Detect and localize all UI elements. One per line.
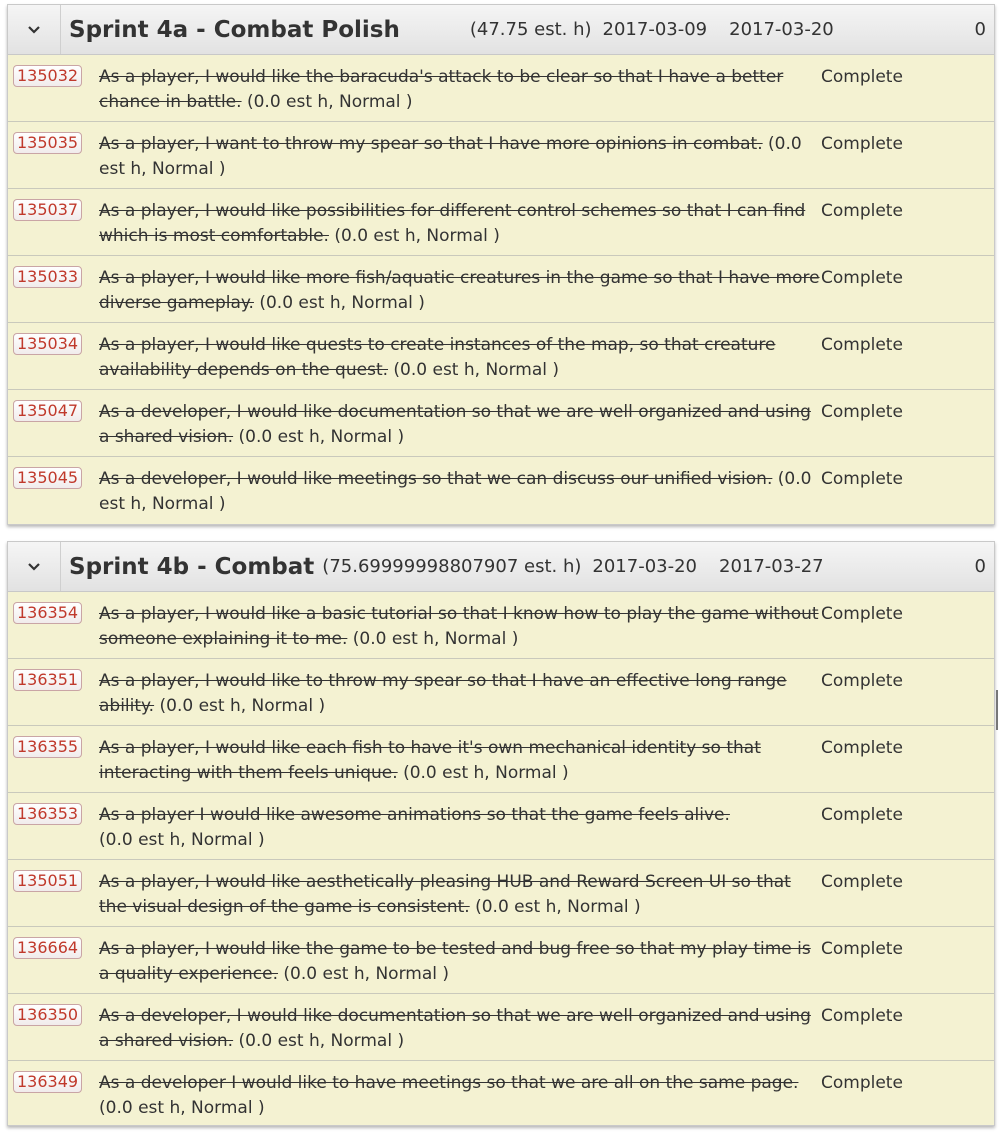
story-row[interactable] [8,860,994,927]
story-id-badge[interactable]: 136350 [13,1004,82,1026]
collapse-button[interactable] [8,5,61,54]
story-id-badge[interactable]: 136351 [13,669,82,691]
story-row[interactable] [8,726,994,793]
story-description [99,400,821,450]
story-row[interactable] [8,927,994,994]
story-row[interactable] [8,659,994,726]
story-status: Complete [821,738,903,758]
story-row[interactable] [8,994,994,1061]
story-description [99,467,821,517]
story-meta: (0.0 est h, Normal ) [99,469,812,514]
story-status: Complete [821,1073,903,1093]
story-description [99,199,821,249]
story-meta: (0.0 est h, Normal ) [334,226,500,246]
sprint-start-date: 2017-03-20 [592,556,697,577]
story-id-badge[interactable]: 136355 [13,736,82,758]
story-list [8,55,994,524]
story-title: As a developer, I would like meetings so that we can discuss our unified vision. [99,469,773,489]
story-description [99,736,821,786]
chevron-down-icon [27,25,41,35]
story-title: As a player, I want to throw my spear so that I have more opinions in combat. [99,134,763,154]
story-id-badge[interactable]: 135032 [13,65,82,87]
sprint-header [8,5,994,55]
story-title: As a player, I would like each fish to have it's own mechanical identity so that interacting with them feels unique. [99,738,761,783]
story-title: As a player, I would like aesthetically pleasing HUB and Reward Screen UI so that the visual design of the game is consistent. [99,872,791,917]
story-id-badge[interactable]: 135035 [13,132,82,154]
story-title: As a developer, I would like documentation so that we are well organized and using a shared vision. [99,1006,811,1051]
sprint-end-date: 2017-03-27 [719,556,824,577]
story-meta: (0.0 est h, Normal ) [283,964,450,984]
sprint-panel [7,541,995,1126]
sprint-end-date: 2017-03-20 [729,19,834,40]
sprint-panel [7,4,995,525]
story-meta: (0.0 est h, Normal ) [99,134,802,179]
story-status: Complete [821,805,903,825]
story-meta: (0.0 est h, Normal ) [259,293,425,313]
story-row[interactable] [8,793,994,860]
story-title: As a player, I would like quests to create instances of the map, so that creature availability depends on the quest. [99,335,776,380]
story-id-badge[interactable]: 135051 [13,870,82,892]
story-status: Complete [821,671,903,691]
sprint-estimate: (75.69999998807907 est. h) [322,556,582,577]
story-description [99,266,821,316]
story-title: As a developer, I would like documentation so that we are well organized and using a shared vision. [99,402,811,447]
story-meta: (0.0 est h, Normal ) [99,830,265,850]
story-description [99,65,821,115]
story-meta: (0.0 est h, Normal ) [99,1098,265,1118]
story-id-badge[interactable]: 136353 [13,803,82,825]
story-title: As a player, I would like more fish/aquatic creatures in the game so that I have more diverse gameplay. [99,268,820,313]
story-row[interactable] [8,189,994,256]
story-status: Complete [821,268,903,288]
sprint-start-date: 2017-03-09 [602,19,708,40]
story-title: As a developer I would like to have meetings so that we are all on the same page. [99,1073,799,1093]
story-status: Complete [821,872,903,892]
story-status: Complete [821,335,903,355]
story-row[interactable] [8,122,994,189]
sprint-title[interactable]: Sprint 4a - Combat Polish [69,16,400,43]
story-row[interactable] [8,256,994,323]
story-description [99,333,821,383]
story-status: Complete [821,402,903,422]
story-status: Complete [821,939,903,959]
story-title: As a player, I would like possibilities for different control schemes so that I can find which is most comfortable. [99,201,806,246]
story-id-badge[interactable]: 135037 [13,199,82,221]
chevron-down-icon [27,562,41,572]
story-status: Complete [821,201,903,221]
story-row[interactable] [8,323,994,390]
story-description [99,870,821,920]
story-id-badge[interactable]: 135045 [13,467,82,489]
story-id-badge[interactable]: 135034 [13,333,82,355]
story-status: Complete [821,604,903,624]
story-description [99,1071,821,1121]
story-description [99,937,821,987]
story-meta: (0.0 est h, Normal ) [352,629,519,649]
story-row[interactable] [8,55,994,122]
story-id-badge[interactable]: 136349 [13,1071,82,1093]
story-meta: (0.0 est h, Normal ) [159,696,326,716]
story-meta: (0.0 est h, Normal ) [393,360,560,380]
scrollbar-thumb[interactable] [996,690,998,730]
story-meta: (0.0 est h, Normal ) [246,92,413,112]
story-row[interactable] [8,390,994,457]
story-title: As a player, I would like a basic tutorial so that I know how to play the game without someone explaining it to me. [99,604,819,649]
sprint-count: 0 [974,19,986,40]
story-title: As a player, I would like to throw my spear so that I have an effective long range ability. [99,671,787,716]
story-title: As a player, I would like the baracuda's attack to be clear so that I have a better chance in battle. [99,67,784,112]
story-meta: (0.0 est h, Normal ) [403,763,569,783]
story-row[interactable] [8,1061,994,1128]
story-description [99,669,821,719]
story-status: Complete [821,469,903,489]
story-title: As a player I would like awesome animations so that the game feels alive. [99,805,730,825]
story-row[interactable] [8,457,994,524]
story-description [99,803,821,853]
story-id-badge[interactable]: 136354 [13,602,82,624]
collapse-button[interactable] [8,542,61,591]
story-id-badge[interactable]: 136664 [13,937,82,959]
sprint-estimate: (47.75 est. h) [469,19,592,40]
story-description [99,132,821,182]
story-meta: (0.0 est h, Normal ) [238,427,405,447]
story-list [8,592,994,1128]
story-meta: (0.0 est h, Normal ) [238,1031,405,1051]
story-meta: (0.0 est h, Normal ) [475,897,641,917]
sprint-count: 0 [974,556,986,577]
story-status: Complete [821,1006,903,1026]
story-row[interactable] [8,592,994,659]
story-description [99,1004,821,1054]
story-status: Complete [821,67,903,87]
story-description [99,602,821,652]
story-id-badge[interactable]: 135047 [13,400,82,422]
sprint-header [8,542,994,592]
story-id-badge[interactable]: 135033 [13,266,82,288]
story-title: As a player, I would like the game to be tested and bug free so that my play time is a quality experience. [99,939,811,984]
sprint-title[interactable]: Sprint 4b - Combat [69,553,315,580]
story-status: Complete [821,134,903,154]
